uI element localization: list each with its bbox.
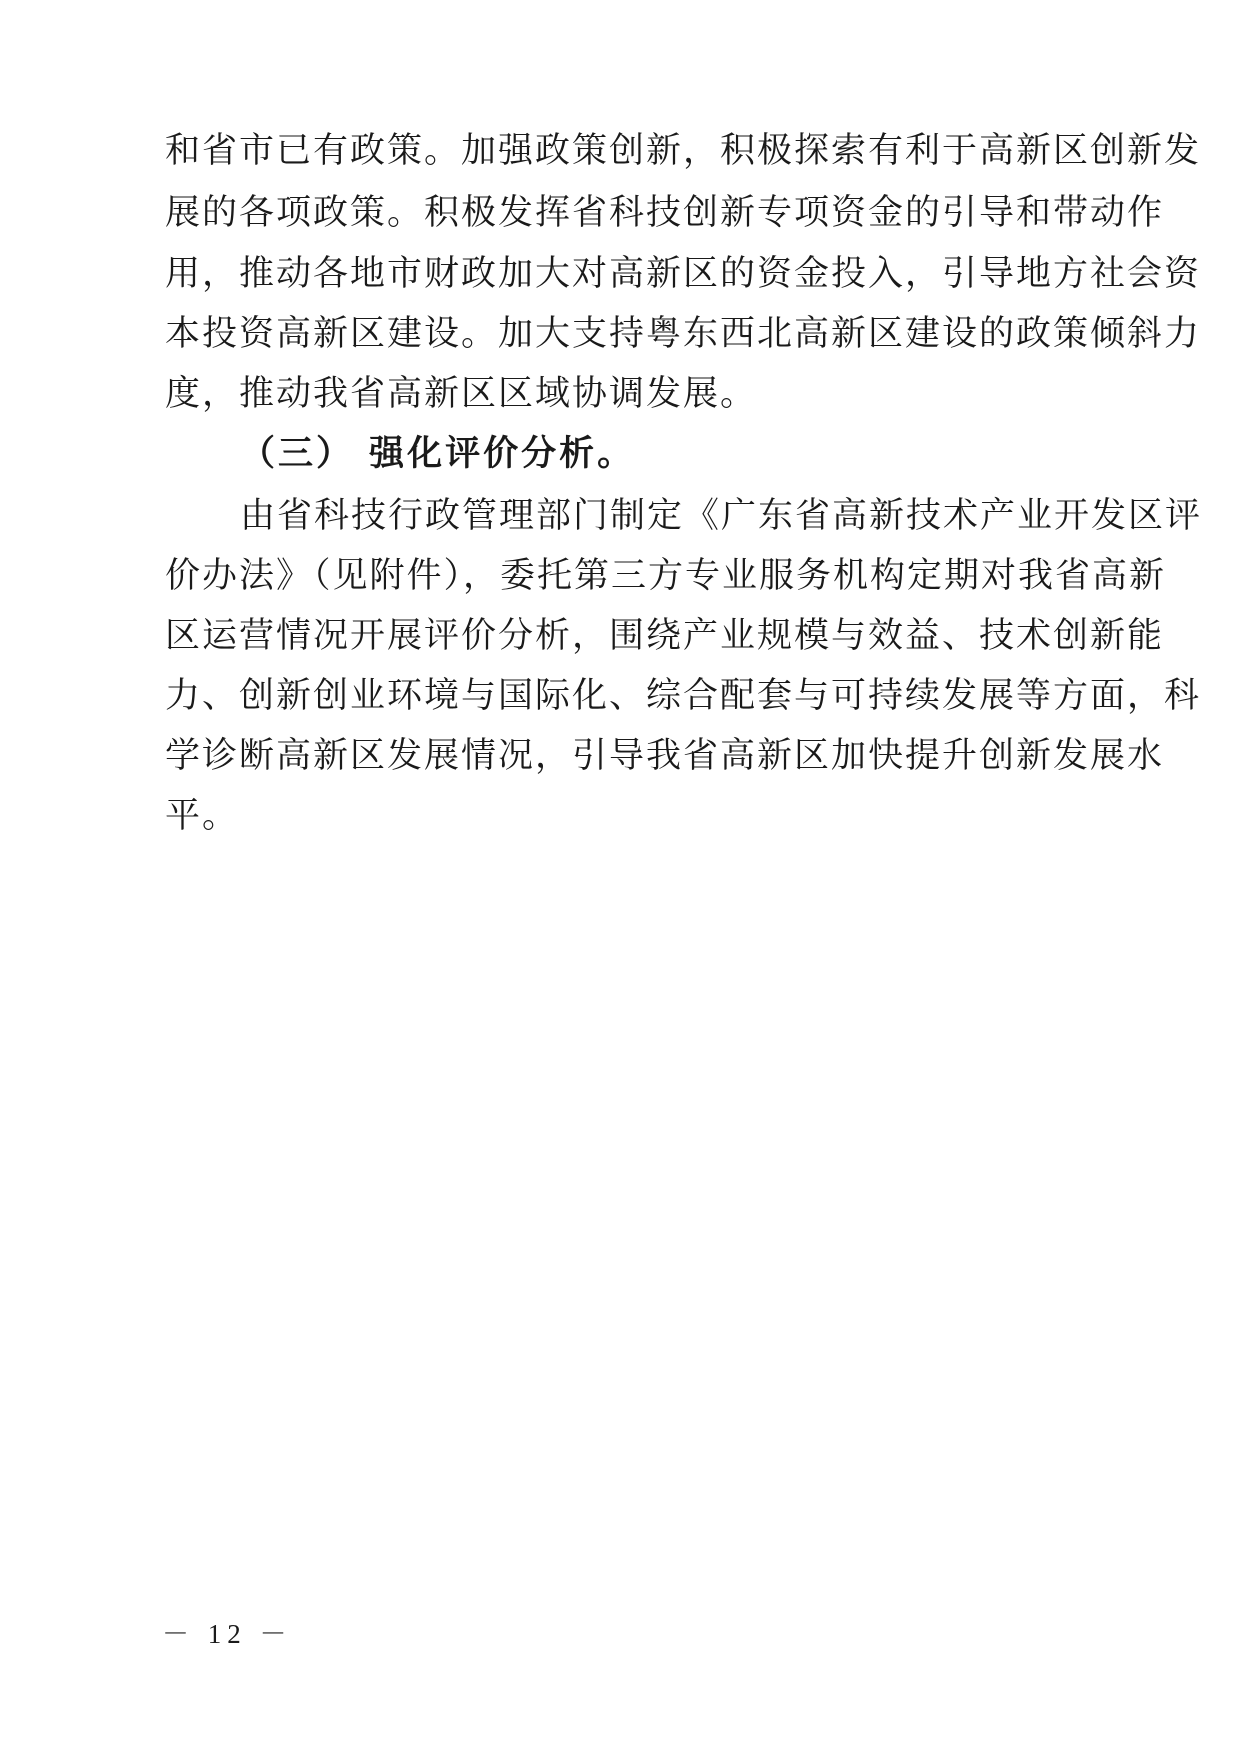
- paragraph-line: 由省科技行政管理部门制定《广东省高新技术产业开发区评: [240, 496, 1203, 536]
- paragraph-line: 学诊断高新区发展情况，引导我省高新区加快提升创新发展水: [165, 736, 1165, 776]
- paragraph-line: 用，推动各地市财政加大对高新区的资金投入，引导地方社会资: [165, 254, 1202, 294]
- paragraph-line: 平。: [165, 796, 240, 836]
- paragraph-line: 区运营情况开展评价分析，围绕产业规模与效益、技术创新能: [165, 616, 1165, 656]
- page-number: － 12 －: [162, 1619, 293, 1649]
- paragraph-line: 本投资高新区建设。加大支持粤东西北高新区建设的政策倾斜力: [165, 314, 1202, 354]
- paragraph-line: 和省市已有政策。加强政策创新，积极探索有利于高新区创新发: [165, 131, 1202, 171]
- paragraph-line: 展的各项政策。积极发挥省科技创新专项资金的引导和带动作: [165, 193, 1165, 233]
- section-heading: （三） 强化评价分析。: [240, 433, 636, 474]
- paragraph-line: 力、创新创业环境与国际化、综合配套与可持续发展等方面，科: [165, 676, 1202, 716]
- paragraph-line: 度，推动我省高新区区域协调发展。: [165, 374, 758, 414]
- paragraph-line: 价办法》（见附件），委托第三方专业服务机构定期对我省高新: [165, 556, 1167, 596]
